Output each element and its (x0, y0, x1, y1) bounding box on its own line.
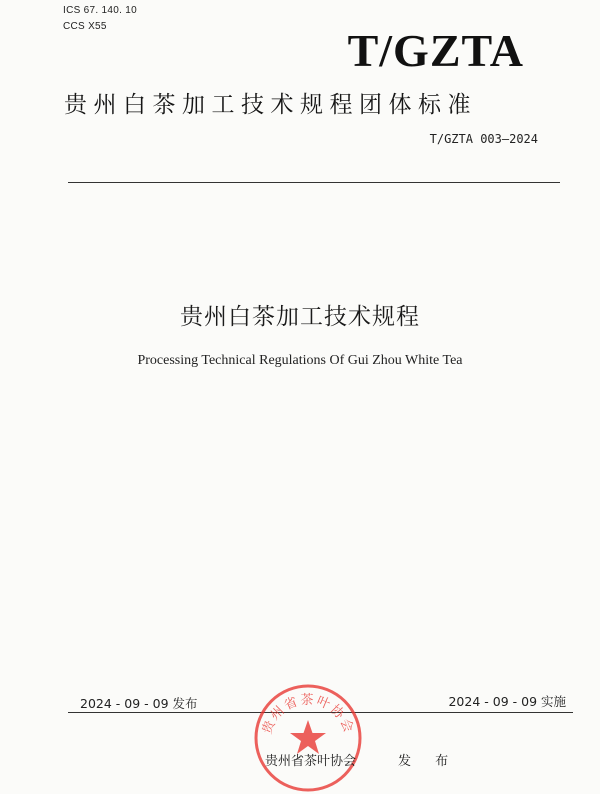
top-divider (68, 182, 560, 183)
standard-type: 贵州白茶加工技术规程团体标准 (64, 92, 477, 118)
issuer-name: 贵州省茶叶协会 (265, 754, 357, 769)
standard-number: T/GZTA 003—2024 (429, 132, 538, 146)
standard-code: T/GZTA (347, 25, 524, 76)
issue-label: 发 布 (398, 754, 459, 769)
seal-star-icon (290, 720, 326, 754)
svg-text:贵州省茶叶协会: 贵州省茶叶协会 (259, 693, 357, 737)
implement-date: 2024 - 09 - 09 实施 (448, 694, 566, 709)
document-title-english: Processing Technical Regulations Of Gui Zhou White Tea (137, 353, 463, 368)
ccs-code: CCS X55 (63, 21, 107, 32)
document-title: 贵州白茶加工技术规程 (180, 304, 420, 330)
publish-date: 2024 - 09 - 09 发布 (80, 696, 198, 711)
ics-code: ICS 67. 140. 10 (63, 5, 137, 16)
official-seal-stamp (252, 682, 364, 794)
